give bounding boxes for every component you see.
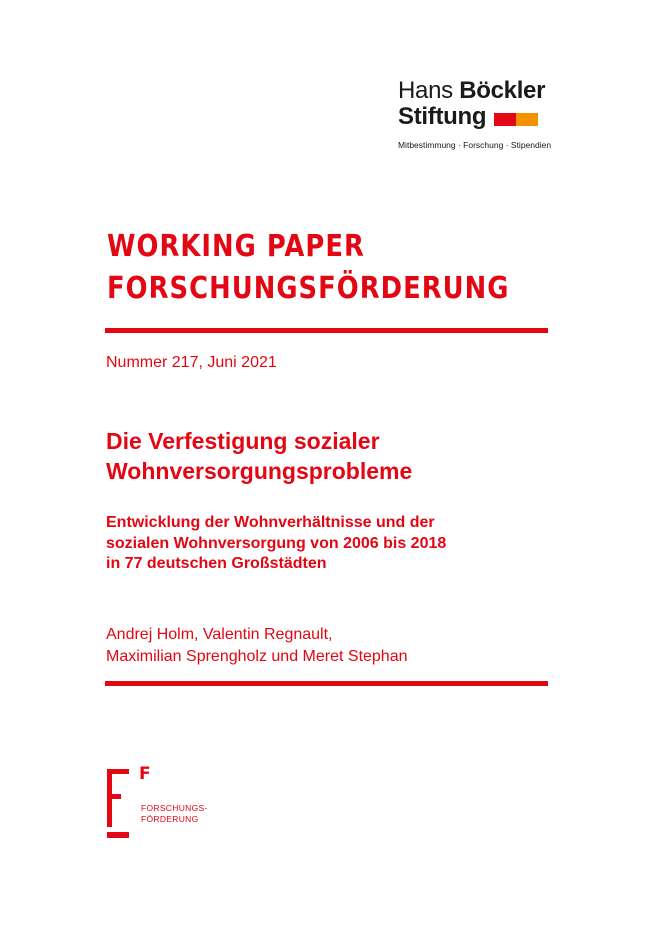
authors-line-2: Maximilian Sprengholz und Meret Stephan	[106, 648, 408, 665]
ff-text-line-2: FÖRDERUNG	[141, 814, 199, 824]
logo-squares-icon	[494, 113, 538, 126]
series-heading	[107, 226, 509, 310]
logo-orange-square	[516, 113, 538, 126]
series-line-2: FORSCHUNGSFÖRDERUNG	[107, 271, 510, 306]
logo-boeckler: Böckler	[459, 77, 546, 104]
paper-subtitle	[106, 513, 446, 575]
title-line-2: Wohnversorgungsprobleme	[106, 458, 413, 484]
subtitle-line-3: in 77 deutschen Großstädten	[106, 555, 327, 572]
hans-boeckler-logo	[398, 78, 578, 150]
authors-line-1: Andrej Holm, Valentin Regnault,	[106, 626, 333, 643]
logo-red-square	[494, 113, 516, 126]
logo-stiftung: Stiftung	[398, 103, 487, 130]
divider-top	[105, 328, 548, 333]
divider-bottom	[105, 681, 548, 686]
logo-name-line	[398, 78, 578, 104]
ff-logo-text	[141, 803, 208, 825]
logo-stiftung-line	[398, 104, 578, 130]
logo-tagline: Mitbestimmung · Forschung · Stipendien	[398, 140, 552, 150]
ff-mark-icon	[105, 768, 137, 843]
subtitle-line-2: sozialen Wohnversorgung von 2006 bis 2018	[106, 534, 447, 552]
ff-small-letter: F	[139, 764, 151, 784]
paper-title	[106, 426, 412, 486]
logo-hans: Hans	[398, 77, 460, 104]
subtitle-line-1: Entwicklung der Wohnverhältnisse und der	[106, 514, 435, 531]
authors	[106, 624, 408, 668]
ff-text-line-1: FORSCHUNGS-	[141, 803, 208, 813]
title-line-1: Die Verfestigung sozialer	[106, 428, 380, 454]
series-line-1: WORKING PAPER	[107, 229, 365, 264]
forschungsfoerderung-logo	[105, 764, 225, 843]
issue-number: Nummer 217, Juni 2021	[106, 354, 277, 371]
